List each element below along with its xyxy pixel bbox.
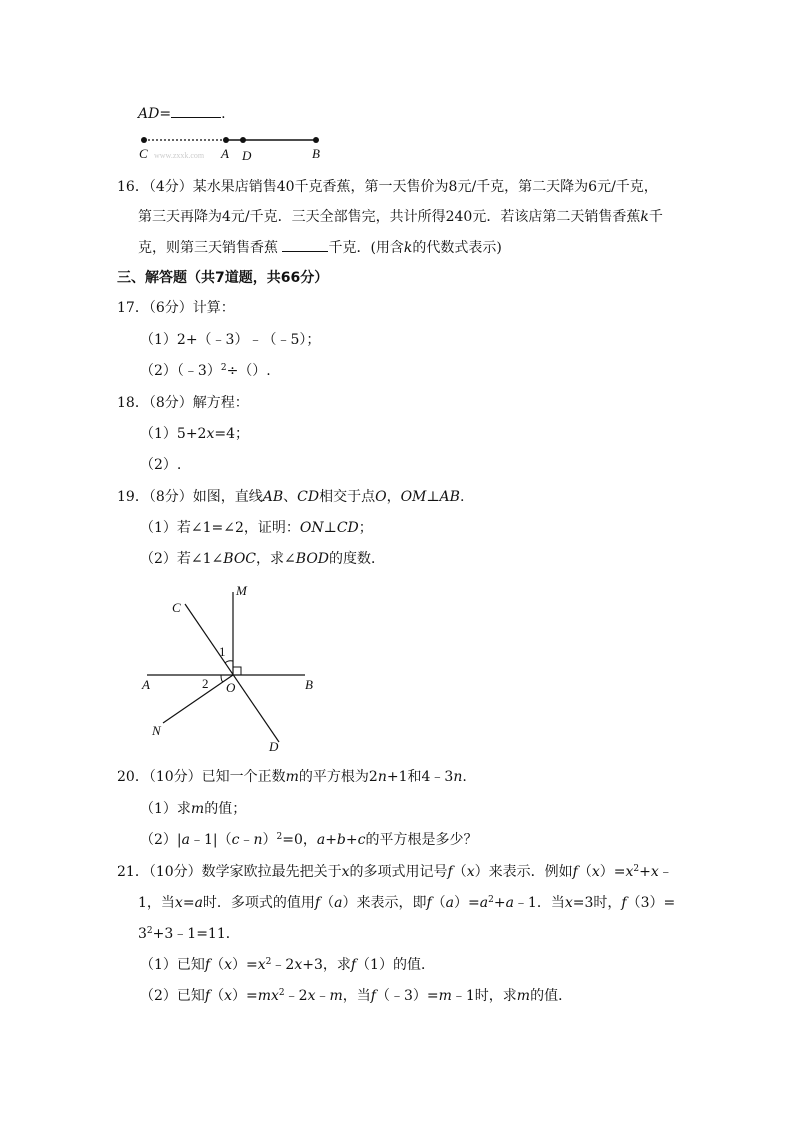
angle-1-arc	[225, 661, 233, 663]
label-D: D	[269, 739, 279, 754]
q20-part2: （2）|a﹣1|（c﹣n）$^2$=0，a+b+c的平方根是多少？	[140, 832, 478, 848]
label-angle-2: 2	[202, 676, 209, 691]
label-O: O	[226, 680, 236, 695]
q19-part1: （1）若∠1=∠2，证明：ON⊥CD；	[140, 520, 373, 536]
q18-part1: （1）5+2x=4；	[140, 426, 249, 442]
line-CD	[185, 604, 279, 742]
label-M: M	[236, 583, 247, 598]
q21-part2: （2）已知$f(x)=mx^2﹣2x﹣m$，当f（﹣3）=m﹣1时，求m的值．	[140, 988, 573, 1004]
watermark: www.zxxk.com	[154, 151, 205, 160]
q17-stem: 17．（6分）计算：	[117, 300, 235, 316]
var-AD: AD	[138, 106, 160, 122]
q17-part2: （2）（﹣3）$^2$÷（）.	[140, 363, 271, 379]
label-B: B	[305, 677, 313, 692]
q21-line1: 21．（10分）数学家欧拉最先把关于x的多项式用记号f（x）来表示．例如$f(x)=x^2+x﹣$	[117, 864, 673, 880]
q21-line2: 1，当x=a时．多项式的值用f（a）来表示，即$f(a)=a^2+a﹣1$．当x=3时，f（3）=	[138, 895, 676, 911]
q16-line2: 第三天再降为4元/千克．三天全部售完，共计所得240元．若该店第二天销售香蕉k千	[138, 209, 663, 225]
point-C	[141, 137, 147, 143]
label-B: B	[312, 146, 320, 161]
q16-line3: 克，则第三天销售香蕉 千克．(用含k的代数式表示)	[138, 237, 502, 258]
q21-part1: （1）已知$f(x)=x^2﹣2x+3$，求f（1）的值．	[140, 957, 435, 973]
section-title: 三、解答题（共7道题，共66分）	[117, 270, 329, 286]
segment-figure	[130, 130, 340, 164]
answer-blank	[282, 237, 328, 252]
label-D: D	[242, 148, 252, 163]
label-A: A	[221, 146, 229, 161]
label-angle-1: 1	[219, 644, 226, 659]
q19-part2: （2）若∠1∠BOC，求∠BOD的度数．	[140, 551, 386, 567]
label-C: C	[139, 146, 148, 161]
point-D	[240, 137, 246, 143]
label-N: N	[152, 723, 161, 738]
angle-2-arc	[221, 675, 223, 682]
right-angle-mark	[233, 667, 241, 675]
q18-part2: （2）.	[140, 457, 182, 473]
label-A: A	[142, 677, 150, 692]
q19-stem: 19．（8分）如图，直线AB、CD相交于点O，OM⊥AB.	[117, 489, 465, 505]
q15-answer-line: AD= .	[138, 103, 226, 124]
q21-line3: $3^2+3﹣1=11$．	[138, 926, 240, 942]
label-C: C	[172, 600, 181, 615]
point-A	[223, 137, 229, 143]
q20-stem: 20．（10分）已知一个正数m的平方根为2n+1和4﹣3n.	[117, 769, 467, 785]
point-B	[313, 137, 319, 143]
q16-line1: 16．（4分）某水果店销售40千克香蕉，第一天售价为8元/千克，第二天降为6元/千克，	[117, 179, 658, 195]
answer-blank	[171, 103, 221, 118]
q18-stem: 18．（8分）解方程：	[117, 395, 249, 411]
q17-part1: （1）2+（﹣3）﹣（﹣5）；	[140, 332, 321, 348]
q20-part1: （1）求m的值；	[140, 801, 247, 817]
intersecting-lines-figure	[135, 580, 335, 760]
